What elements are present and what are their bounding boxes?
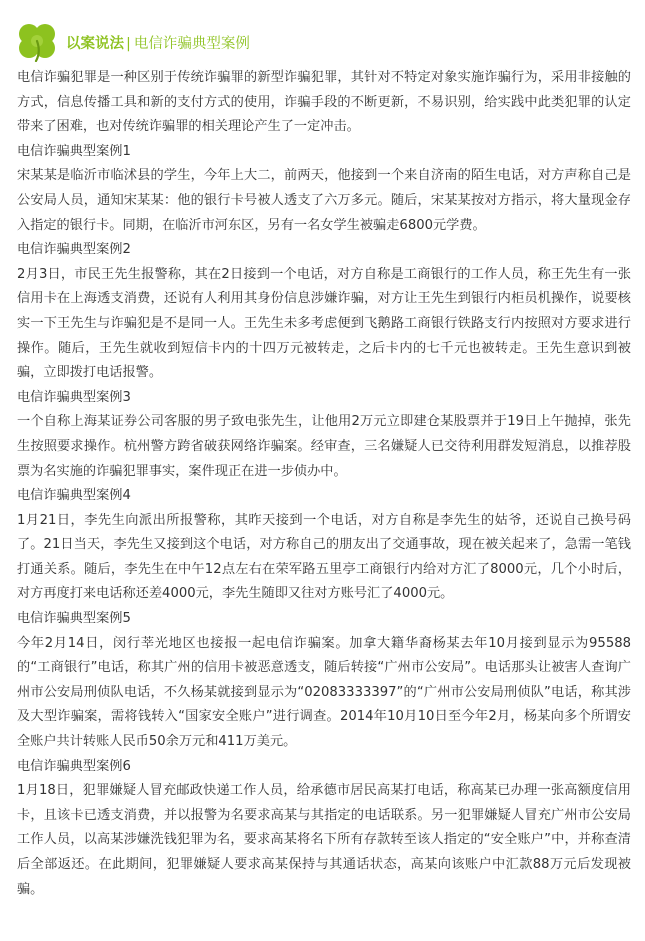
case-6-title: 电信诈骗典型案例6 bbox=[17, 758, 131, 774]
case-4-body: 1月21日，李先生向派出所报警称，其昨天接到一个电话，对方自称是李先生的姑爷，还说自己换号码了。21日当天，李先生又接到这个电话，对方称自己的朋友出了交通事故，现在被关起来了，急需一笔钱打通关系。随后，李先生在中午12点左右在荣军路五里亭工商银行内给对方汇了8000元，几个小时后，对方再度打来电话称还差4000元，李先生随即又往对方账号汇了4000元。 bbox=[17, 512, 631, 602]
case-6-body: 1月18日，犯罪嫌疑人冒充邮政快递工作人员，给承德市居民高某打电话，称高某已办理一张高额度信用卡，且该卡已透支消费，并以报警为名要求高某与其指定的电话联系。另一犯罪嫌疑人冒充广州市公安局工作人员，以高某涉嫌洗钱犯罪为名，要求高某将名下所有存款转至该人指定的“安全账户”中，并称查清后全部返还。在此期间，犯罪嫌疑人要求高某保持与其通话状态，高某向该账户中汇款88万元后发现被骗。 bbox=[17, 783, 631, 897]
intro-paragraph: 电信诈骗犯罪是一种区别于传统诈骗罪的新型诈骗犯罪，其针对不特定对象实施诈骗行为，采用非接触的方式，信息传播工具和新的支付方式的使用，诈骗手段的不断更新，不易识别，给实践中此类犯罪的认定带来了困难，也对传统诈骗罪的相关理论产生了一定冲击。 bbox=[17, 70, 631, 135]
header-brand: 以案说法 bbox=[66, 36, 124, 52]
case-3-title: 电信诈骗典型案例3 bbox=[17, 389, 131, 405]
case-4-title: 电信诈骗典型案例4 bbox=[17, 488, 131, 504]
article-header bbox=[0, 0, 645, 66]
case-3-body: 一个自称上海某证券公司客服的男子致电张先生，让他用2万元立即建仓某股票并于19日上午抛掉，张先生按照要求操作。杭州警方跨省破获网络诈骗案。经审查，三名嫌疑人已交待利用群发短消息，以推荐股票为名实施的诈骗犯罪事实，案件现正在进一步侦办中。 bbox=[17, 414, 631, 479]
header-topic: 电信诈骗典型案例 bbox=[133, 36, 250, 52]
header-separator: | bbox=[126, 36, 131, 52]
case-1-title: 电信诈骗典型案例1 bbox=[17, 143, 131, 159]
clover-logo-icon bbox=[14, 22, 60, 62]
case-2-title: 电信诈骗典型案例2 bbox=[17, 242, 131, 258]
case-5-title: 电信诈骗典型案例5 bbox=[17, 611, 131, 627]
case-5-body: 今年2月14日，闵行莘光地区也接报一起电信诈骗案。加拿大籍华裔杨某去年10月接到显示为95588的“工商银行”电话，称其广州的信用卡被恶意透支，随后转接“广州市公安局”。电话那头让被害人查询广州市公安局刑侦队电话，不久杨某就接到显示为“02083333397”的“广州市公安局刑侦队”电话，称其涉及大型诈骗案，需将钱转入“国家安全账户”进行调查。2014年10月10日至今年2月，杨某向多个所谓安全账户共计转账人民币50余万元和411万美元。 bbox=[17, 635, 631, 750]
case-2-body: 2月3日，市民王先生报警称，其在2日接到一个电话，对方自称是工商银行的工作人员，称王先生有一张信用卡在上海透支消费，还说有人利用其身份信息涉嫌诈骗，对方让王先生到银行内柜员机操作，说要核实一下王先生与诈骗犯是不是同一人。王先生未多考虑便到飞鹅路工商银行铁路支行内按照对方要求进行操作。随后，王先生就收到短信卡内的十四万元被转走，之后卡内的七千元也被转走。王先生意识到被骗，立即拨打电话报警。 bbox=[17, 266, 631, 381]
article-body bbox=[17, 66, 631, 902]
case-1-body: 宋某某是临沂市临沭县的学生，今年上大二，前两天，他接到一个来自济南的陌生电话，对方声称自己是公安局人员，通知宋某某：他的银行卡号被人透支了六万多元。随后，宋某某按对方指示，将大量现金存入指定的银行卡。同期，在临沂市河东区，另有一名女学生被骗走6800元学费。 bbox=[17, 168, 631, 233]
header-title bbox=[66, 34, 250, 54]
